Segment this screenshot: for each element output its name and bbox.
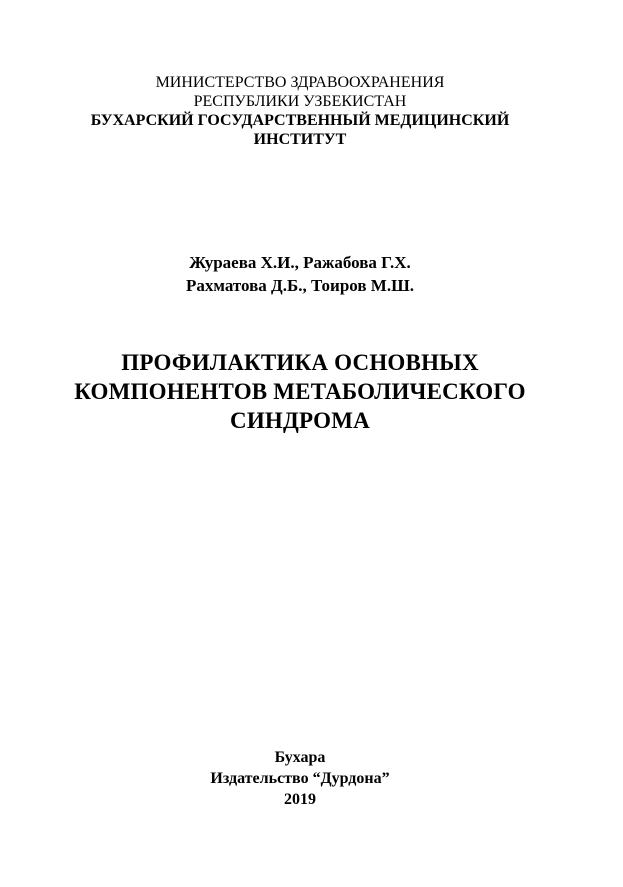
institute-line-1: БУХАРСКИЙ ГОСУДАРСТВЕННЫЙ МЕДИЦИНСКИЙ	[90, 112, 510, 129]
ministry-line-1: МИНИСТЕРСТВО ЗДРАВООХРАНЕНИЯ	[155, 74, 445, 91]
authors-line-1: Жураева Х.И., Ражабова Г.Х.	[189, 253, 411, 272]
imprint-block	[0, 747, 600, 810]
authors-line-2: Рахматова Д.Б., Тоиров М.Ш.	[185, 276, 415, 295]
authors-block	[0, 251, 600, 297]
imprint-year: 2019	[284, 791, 316, 808]
title-line-3: СИНДРОМА	[230, 408, 370, 433]
institution-header	[0, 73, 600, 149]
ministry-line-2: РЕСПУБЛИКИ УЗБЕКИСТАН	[193, 93, 407, 110]
imprint-publisher: Издательство “Дурдона”	[210, 770, 390, 787]
imprint-city: Бухара	[274, 749, 326, 766]
institute-line-2: ИНСТИТУТ	[253, 131, 347, 148]
title-line-1: ПРОФИЛАКТИКА ОСНОВНЫХ	[121, 350, 479, 375]
document-title	[0, 348, 600, 435]
title-line-2: КОМПОНЕНТОВ МЕТАБОЛИЧЕСКОГО	[74, 379, 526, 404]
